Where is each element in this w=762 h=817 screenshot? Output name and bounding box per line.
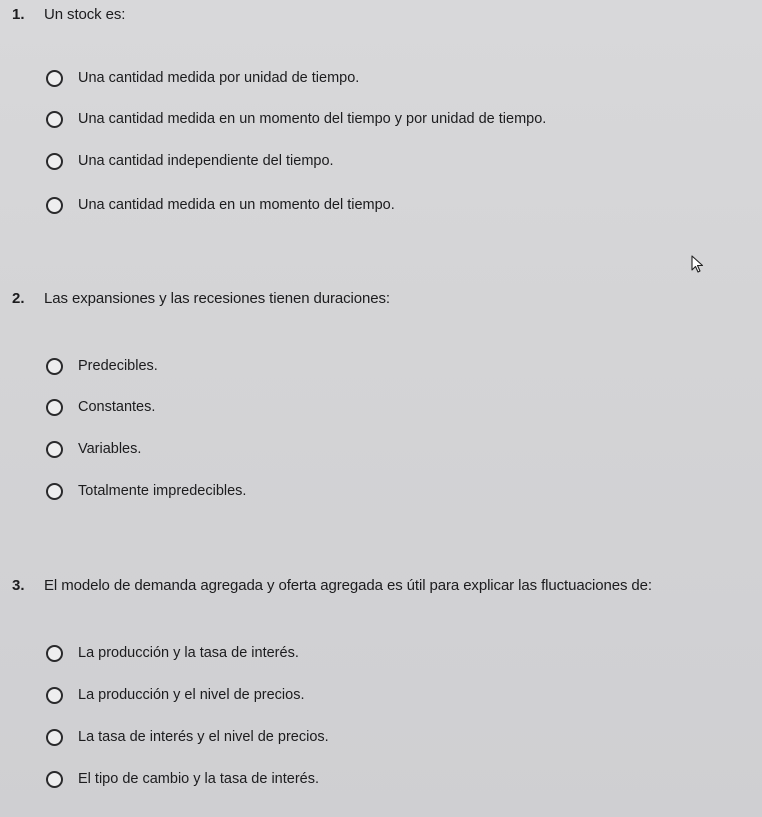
question-number: 1. [12, 6, 25, 23]
option-label: Una cantidad independiente del tiempo. [78, 153, 334, 169]
question-header [12, 290, 390, 307]
option-2c[interactable] [46, 437, 141, 461]
option-label: Una cantidad medida en un momento del tiempo. [78, 197, 395, 213]
option-label: Constantes. [78, 399, 156, 415]
option-1d[interactable] [46, 193, 395, 217]
question-header [12, 6, 125, 23]
radio-unselected-icon[interactable] [46, 687, 63, 704]
option-2a[interactable] [46, 354, 158, 378]
option-1a[interactable] [46, 66, 359, 90]
option-label: Totalmente impredecibles. [78, 483, 247, 499]
option-label: La producción y el nivel de precios. [78, 687, 305, 703]
option-3d[interactable] [46, 767, 319, 791]
option-label: La tasa de interés y el nivel de precios. [78, 729, 329, 745]
question-header [12, 577, 652, 594]
option-label: Una cantidad medida en un momento del tiempo y por unidad de tiempo. [78, 111, 547, 127]
option-label: El tipo de cambio y la tasa de interés. [78, 771, 319, 787]
radio-unselected-icon[interactable] [46, 153, 63, 170]
option-1c[interactable] [46, 149, 334, 173]
option-1b[interactable] [46, 107, 546, 131]
radio-unselected-icon[interactable] [46, 441, 63, 458]
radio-unselected-icon[interactable] [46, 358, 63, 375]
question-text: El modelo de demanda agregada y oferta agregada es útil para explicar las fluctuaciones de: [44, 577, 652, 594]
radio-unselected-icon[interactable] [46, 197, 63, 214]
question-number: 2. [12, 290, 25, 307]
question-number: 3. [12, 577, 25, 594]
radio-unselected-icon[interactable] [46, 771, 63, 788]
option-2b[interactable] [46, 395, 155, 419]
option-3c[interactable] [46, 725, 329, 749]
option-label: Una cantidad medida por unidad de tiempo. [78, 70, 360, 86]
radio-unselected-icon[interactable] [46, 729, 63, 746]
option-label: Variables. [78, 441, 142, 457]
radio-unselected-icon[interactable] [46, 70, 63, 87]
radio-unselected-icon[interactable] [46, 645, 63, 662]
question-text: Las expansiones y las recesiones tienen duraciones: [44, 290, 390, 307]
radio-unselected-icon[interactable] [46, 483, 63, 500]
question-text: Un stock es: [44, 6, 126, 23]
option-3a[interactable] [46, 641, 299, 665]
option-label: La producción y la tasa de interés. [78, 645, 299, 661]
radio-unselected-icon[interactable] [46, 111, 63, 128]
option-2d[interactable] [46, 479, 246, 503]
option-label: Predecibles. [78, 358, 158, 374]
option-3b[interactable] [46, 683, 305, 707]
radio-unselected-icon[interactable] [46, 399, 63, 416]
mouse-pointer-icon [691, 255, 705, 273]
